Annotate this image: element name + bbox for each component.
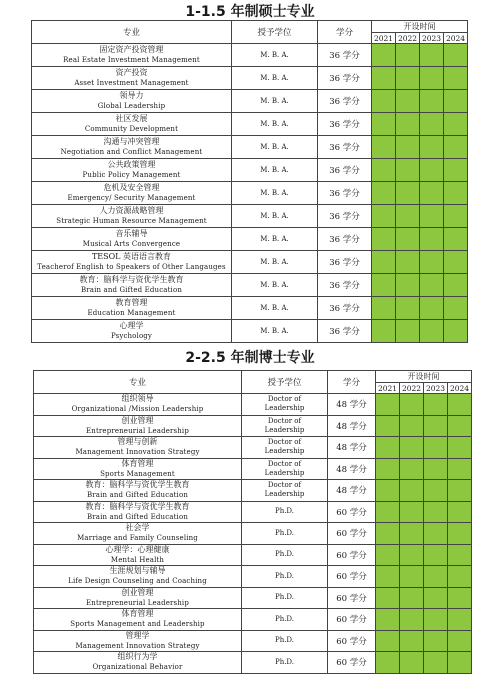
major-name-en: Negotiation and Conflict Management — [60, 148, 203, 156]
degree-line: Ph.D. — [274, 614, 295, 623]
year-open-cell — [448, 501, 472, 523]
table-row — [32, 251, 468, 274]
credits-cell: 36 学分 — [318, 205, 372, 228]
degree-cell: M. B. A. — [232, 228, 318, 251]
table-row — [32, 228, 468, 251]
degree-cell — [242, 652, 328, 674]
year-open-cell — [448, 652, 472, 674]
major-name-en: Brain and Gifted Education — [87, 491, 188, 500]
degree-cell — [242, 587, 328, 609]
year-open-cell — [372, 182, 396, 205]
major-name-cn: 管理与创新 — [117, 437, 158, 447]
major-name-en: Sports Management and Leadership — [70, 620, 205, 629]
year-open-cell — [444, 44, 468, 67]
degree-line: Leadership — [264, 490, 305, 499]
year-open-cell — [448, 480, 472, 502]
credits-cell: 60 学分 — [328, 501, 376, 523]
degree-line: Doctor of — [267, 481, 302, 490]
year-open-cell — [372, 159, 396, 182]
header-year: 2024 — [444, 33, 468, 44]
year-open-cell — [420, 320, 444, 343]
year-open-cell — [372, 228, 396, 251]
credits-cell: 36 学分 — [318, 320, 372, 343]
major-cell — [34, 501, 242, 523]
major-name-cn: 危机及安全管理 — [103, 183, 160, 192]
year-open-cell — [444, 159, 468, 182]
year-open-cell — [420, 159, 444, 182]
year-open-cell — [376, 394, 400, 416]
year-open-cell — [448, 630, 472, 652]
major-cell — [34, 458, 242, 480]
major-name-cn: 固定资产投资管理 — [99, 45, 164, 54]
year-open-cell — [400, 523, 424, 545]
credits-cell: 48 学分 — [328, 437, 376, 459]
header-credits: 学分 — [328, 371, 376, 394]
major-cell — [32, 136, 232, 159]
header-year: 2022 — [396, 33, 420, 44]
degree-cell: M. B. A. — [232, 297, 318, 320]
year-open-cell — [444, 297, 468, 320]
table-row — [34, 523, 472, 545]
year-open-cell — [396, 182, 420, 205]
header-year: 2021 — [372, 33, 396, 44]
degree-line: Ph.D. — [274, 550, 295, 559]
year-open-cell — [400, 394, 424, 416]
year-open-cell — [376, 437, 400, 459]
major-cell — [32, 251, 232, 274]
year-open-cell — [444, 90, 468, 113]
year-open-cell — [372, 90, 396, 113]
degree-line: Ph.D. — [274, 636, 295, 645]
table-row — [34, 501, 472, 523]
major-name-en: Community Development — [84, 125, 179, 133]
degree-cell: M. B. A. — [232, 44, 318, 67]
major-cell — [32, 297, 232, 320]
year-open-cell — [396, 136, 420, 159]
year-open-cell — [420, 297, 444, 320]
degree-cell: M. B. A. — [232, 205, 318, 228]
major-name-cn: 音乐辅导 — [115, 229, 148, 238]
year-open-cell — [420, 182, 444, 205]
year-open-cell — [448, 394, 472, 416]
header-degree: 授予学位 — [242, 371, 328, 394]
degree-cell — [242, 544, 328, 566]
major-name-en: Mental Health — [110, 555, 165, 564]
degree-line: Doctor of — [267, 416, 302, 425]
header-year: 2022 — [400, 383, 424, 394]
header-year: 2024 — [448, 383, 472, 394]
major-cell — [34, 415, 242, 437]
degree-line: Ph.D. — [274, 571, 295, 580]
header-major: 专业 — [32, 21, 232, 44]
year-open-cell — [444, 228, 468, 251]
year-open-cell — [372, 251, 396, 274]
header-year: 2021 — [376, 383, 400, 394]
degree-cell: M. B. A. — [232, 90, 318, 113]
degree-cell: M. B. A. — [232, 159, 318, 182]
year-open-cell — [400, 652, 424, 674]
major-name-en: Management Innovation Strategy — [75, 448, 200, 457]
year-open-cell — [448, 458, 472, 480]
credits-cell: 36 学分 — [318, 113, 372, 136]
year-open-cell — [400, 609, 424, 631]
year-open-cell — [424, 544, 448, 566]
major-cell — [32, 274, 232, 297]
credits-cell: 36 学分 — [318, 182, 372, 205]
table-row — [32, 159, 468, 182]
year-open-cell — [372, 67, 396, 90]
major-cell — [34, 480, 242, 502]
credits-cell: 60 学分 — [328, 630, 376, 652]
year-open-cell — [448, 523, 472, 545]
major-name-cn: 社区发展 — [115, 114, 148, 123]
degree-line: Leadership — [264, 447, 305, 456]
major-name-cn: 创业管理 — [121, 415, 154, 425]
major-name-cn: 领导力 — [119, 91, 144, 100]
year-open-cell — [444, 320, 468, 343]
year-open-cell — [420, 67, 444, 90]
year-open-cell — [420, 251, 444, 274]
degree-cell — [242, 501, 328, 523]
year-open-cell — [372, 205, 396, 228]
degree-cell — [242, 480, 328, 502]
degree-cell — [242, 523, 328, 545]
major-name-cn: 教育：脑科学与资优学生教育 — [85, 501, 190, 511]
header-year: 2023 — [424, 383, 448, 394]
major-name-en: Entrepreneurial Leadership — [86, 426, 189, 435]
major-cell — [34, 652, 242, 674]
major-name-en: Strategic Human Resource Management — [56, 217, 207, 225]
credits-cell: 36 学分 — [318, 136, 372, 159]
major-name-cn: 教育：脑科学与资优学生教育 — [79, 275, 184, 284]
major-cell — [32, 67, 232, 90]
year-open-cell — [448, 437, 472, 459]
year-open-cell — [376, 458, 400, 480]
credits-cell: 60 学分 — [328, 609, 376, 631]
year-open-cell — [424, 587, 448, 609]
year-open-cell — [396, 67, 420, 90]
major-name-en: Management Innovation Strategy — [75, 641, 200, 650]
degree-line: Leadership — [264, 425, 305, 434]
credits-cell: 48 学分 — [328, 415, 376, 437]
major-name-en: Emergency/ Security Management — [67, 194, 196, 202]
year-open-cell — [420, 228, 444, 251]
table-row — [34, 394, 472, 416]
year-open-cell — [372, 274, 396, 297]
major-name-cn: 生涯规划与辅导 — [109, 566, 166, 576]
table-row — [32, 297, 468, 320]
major-name-en: Organizational Behavior — [92, 663, 183, 672]
year-open-cell — [400, 501, 424, 523]
major-name-cn: 公共政策管理 — [107, 160, 156, 169]
credits-cell: 36 学分 — [318, 228, 372, 251]
header-year: 2023 — [420, 33, 444, 44]
table-row — [32, 67, 468, 90]
year-open-cell — [420, 113, 444, 136]
credits-cell: 60 学分 — [328, 652, 376, 674]
year-open-cell — [376, 501, 400, 523]
year-open-cell — [396, 159, 420, 182]
year-open-cell — [448, 587, 472, 609]
year-open-cell — [376, 523, 400, 545]
doctoral-programs-table — [33, 370, 472, 674]
major-name-cn: 教育管理 — [115, 298, 148, 307]
degree-cell: M. B. A. — [232, 251, 318, 274]
year-open-cell — [400, 587, 424, 609]
degree-line: Leadership — [264, 404, 305, 413]
major-name-en: Public Policy Management — [82, 171, 181, 179]
year-open-cell — [444, 182, 468, 205]
table-row — [32, 182, 468, 205]
doctoral-section-title: 2-2.5 年制博士专业 — [185, 350, 315, 366]
year-open-cell — [448, 566, 472, 588]
degree-cell — [242, 415, 328, 437]
major-cell — [32, 90, 232, 113]
table-row — [34, 566, 472, 588]
year-open-cell — [376, 652, 400, 674]
credits-cell: 36 学分 — [318, 44, 372, 67]
degree-cell — [242, 630, 328, 652]
major-name-cn: 创业管理 — [121, 587, 154, 597]
major-cell — [32, 205, 232, 228]
major-cell — [34, 523, 242, 545]
year-open-cell — [424, 630, 448, 652]
table-row — [34, 458, 472, 480]
degree-line: Ph.D. — [274, 507, 295, 516]
major-name-en: Brain and Gifted Education — [87, 512, 188, 521]
year-open-cell — [400, 544, 424, 566]
table-row — [32, 205, 468, 228]
year-open-cell — [444, 205, 468, 228]
credits-cell: 60 学分 — [328, 587, 376, 609]
table-row — [32, 113, 468, 136]
degree-line: Leadership — [264, 468, 305, 477]
year-open-cell — [420, 136, 444, 159]
year-open-cell — [444, 274, 468, 297]
major-name-en: Marriage and Family Counseling — [77, 534, 198, 543]
major-name-en: Education Management — [87, 309, 176, 317]
credits-cell: 36 学分 — [318, 251, 372, 274]
year-open-cell — [424, 415, 448, 437]
major-name-cn: 体育管理 — [121, 609, 154, 619]
year-open-cell — [396, 90, 420, 113]
degree-cell: M. B. A. — [232, 67, 318, 90]
credits-cell: 48 学分 — [328, 394, 376, 416]
table-row — [34, 415, 472, 437]
table-row — [32, 274, 468, 297]
degree-line: Ph.D. — [274, 528, 295, 537]
credits-cell: 60 学分 — [328, 523, 376, 545]
major-name-cn: 沟通与冲突管理 — [103, 137, 160, 146]
year-open-cell — [376, 544, 400, 566]
year-open-cell — [400, 566, 424, 588]
major-name-en: Teacherof English to Speakers of Other Langauges — [37, 263, 226, 271]
degree-cell — [242, 437, 328, 459]
year-open-cell — [400, 415, 424, 437]
major-cell — [32, 44, 232, 67]
year-open-cell — [376, 415, 400, 437]
major-cell — [32, 182, 232, 205]
major-cell — [34, 587, 242, 609]
table-row — [34, 587, 472, 609]
year-open-cell — [372, 320, 396, 343]
major-cell — [34, 630, 242, 652]
major-name-cn: 组织行为学 — [117, 652, 158, 662]
major-name-cn: 人力资源战略管理 — [99, 206, 164, 215]
credits-cell: 36 学分 — [318, 274, 372, 297]
year-open-cell — [424, 501, 448, 523]
year-open-cell — [420, 44, 444, 67]
year-open-cell — [396, 228, 420, 251]
year-open-cell — [376, 480, 400, 502]
year-open-cell — [376, 587, 400, 609]
major-cell — [32, 159, 232, 182]
degree-cell — [242, 566, 328, 588]
year-open-cell — [448, 609, 472, 631]
year-open-cell — [448, 415, 472, 437]
year-open-cell — [448, 544, 472, 566]
header-degree: 授予学位 — [232, 21, 318, 44]
major-cell — [34, 437, 242, 459]
major-name-en: Organizational /Mission Leadership — [71, 405, 204, 414]
major-name-cn: 心理学 — [119, 321, 144, 330]
credits-cell: 60 学分 — [328, 544, 376, 566]
credits-cell: 48 学分 — [328, 458, 376, 480]
year-open-cell — [420, 274, 444, 297]
degree-line: Doctor of — [267, 438, 302, 447]
major-name-cn: 体育管理 — [121, 458, 154, 468]
table-row — [34, 652, 472, 674]
year-open-cell — [376, 609, 400, 631]
year-open-cell — [396, 274, 420, 297]
credits-cell: 60 学分 — [328, 566, 376, 588]
major-name-en: Life Design Counseling and Coaching — [68, 577, 207, 586]
year-open-cell — [372, 297, 396, 320]
major-cell — [32, 320, 232, 343]
table-row — [32, 44, 468, 67]
major-cell — [34, 394, 242, 416]
year-open-cell — [396, 113, 420, 136]
header-credits: 学分 — [318, 21, 372, 44]
year-open-cell — [376, 630, 400, 652]
year-open-cell — [396, 251, 420, 274]
year-open-cell — [376, 566, 400, 588]
table-row — [32, 136, 468, 159]
major-name-cn: 组织领导 — [121, 394, 154, 404]
year-open-cell — [424, 566, 448, 588]
degree-cell: M. B. A. — [232, 274, 318, 297]
year-open-cell — [396, 320, 420, 343]
major-name-cn: 资产投资 — [115, 68, 148, 77]
masters-section-title: 1-1.5 年制硕士专业 — [185, 4, 315, 20]
major-name-cn: 教育：脑科学与资优学生教育 — [85, 480, 190, 490]
year-open-cell — [444, 113, 468, 136]
credits-cell: 36 学分 — [318, 67, 372, 90]
masters-programs-table — [31, 20, 468, 343]
year-open-cell — [396, 44, 420, 67]
degree-cell: M. B. A. — [232, 182, 318, 205]
year-open-cell — [444, 136, 468, 159]
major-name-en: Real Estate Investment Management — [63, 56, 200, 64]
header-open-time: 开设时间 — [372, 21, 468, 33]
major-name-en: Sports Management — [100, 469, 175, 478]
table-row — [34, 544, 472, 566]
year-open-cell — [424, 394, 448, 416]
major-name-cn: 社会学 — [125, 523, 150, 533]
year-open-cell — [396, 205, 420, 228]
header-major: 专业 — [34, 371, 242, 394]
degree-cell — [242, 609, 328, 631]
table-row — [34, 630, 472, 652]
year-open-cell — [400, 480, 424, 502]
year-open-cell — [424, 458, 448, 480]
major-cell — [34, 609, 242, 631]
major-name-cn: TESOL 英语语言教育 — [91, 252, 172, 261]
major-name-en: Musical Arts Convergence — [82, 240, 181, 248]
major-cell — [32, 228, 232, 251]
year-open-cell — [396, 297, 420, 320]
credits-cell: 36 学分 — [318, 159, 372, 182]
major-cell — [34, 566, 242, 588]
major-name-en: Psychology — [110, 332, 153, 340]
table-row — [32, 320, 468, 343]
year-open-cell — [372, 44, 396, 67]
degree-line: Ph.D. — [274, 657, 295, 666]
year-open-cell — [400, 437, 424, 459]
major-cell — [34, 544, 242, 566]
year-open-cell — [420, 205, 444, 228]
major-name-en: Entrepreneurial Leadership — [86, 598, 189, 607]
major-name-cn: 管理学 — [125, 630, 150, 640]
major-name-en: Global Leadership — [97, 102, 166, 110]
degree-cell: M. B. A. — [232, 113, 318, 136]
degree-cell: M. B. A. — [232, 320, 318, 343]
year-open-cell — [400, 458, 424, 480]
year-open-cell — [444, 67, 468, 90]
credits-cell: 48 学分 — [328, 480, 376, 502]
year-open-cell — [424, 437, 448, 459]
degree-line: Ph.D. — [274, 593, 295, 602]
year-open-cell — [400, 630, 424, 652]
credits-cell: 36 学分 — [318, 90, 372, 113]
year-open-cell — [372, 113, 396, 136]
major-name-en: Asset Investment Management — [74, 79, 189, 87]
year-open-cell — [424, 480, 448, 502]
table-row — [34, 480, 472, 502]
degree-cell — [242, 394, 328, 416]
table-row — [34, 609, 472, 631]
year-open-cell — [420, 90, 444, 113]
year-open-cell — [444, 251, 468, 274]
table-row — [34, 437, 472, 459]
major-name-en: Brain and Gifted Education — [81, 286, 182, 294]
major-cell — [32, 113, 232, 136]
table-row — [32, 90, 468, 113]
degree-cell: M. B. A. — [232, 136, 318, 159]
year-open-cell — [424, 652, 448, 674]
degree-line: Doctor of — [267, 459, 302, 468]
major-name-cn: 心理学：心理健康 — [105, 544, 170, 554]
year-open-cell — [424, 523, 448, 545]
credits-cell: 36 学分 — [318, 297, 372, 320]
header-open-time: 开设时间 — [376, 371, 472, 383]
degree-line: Doctor of — [267, 395, 302, 404]
degree-cell — [242, 458, 328, 480]
year-open-cell — [424, 609, 448, 631]
year-open-cell — [372, 136, 396, 159]
